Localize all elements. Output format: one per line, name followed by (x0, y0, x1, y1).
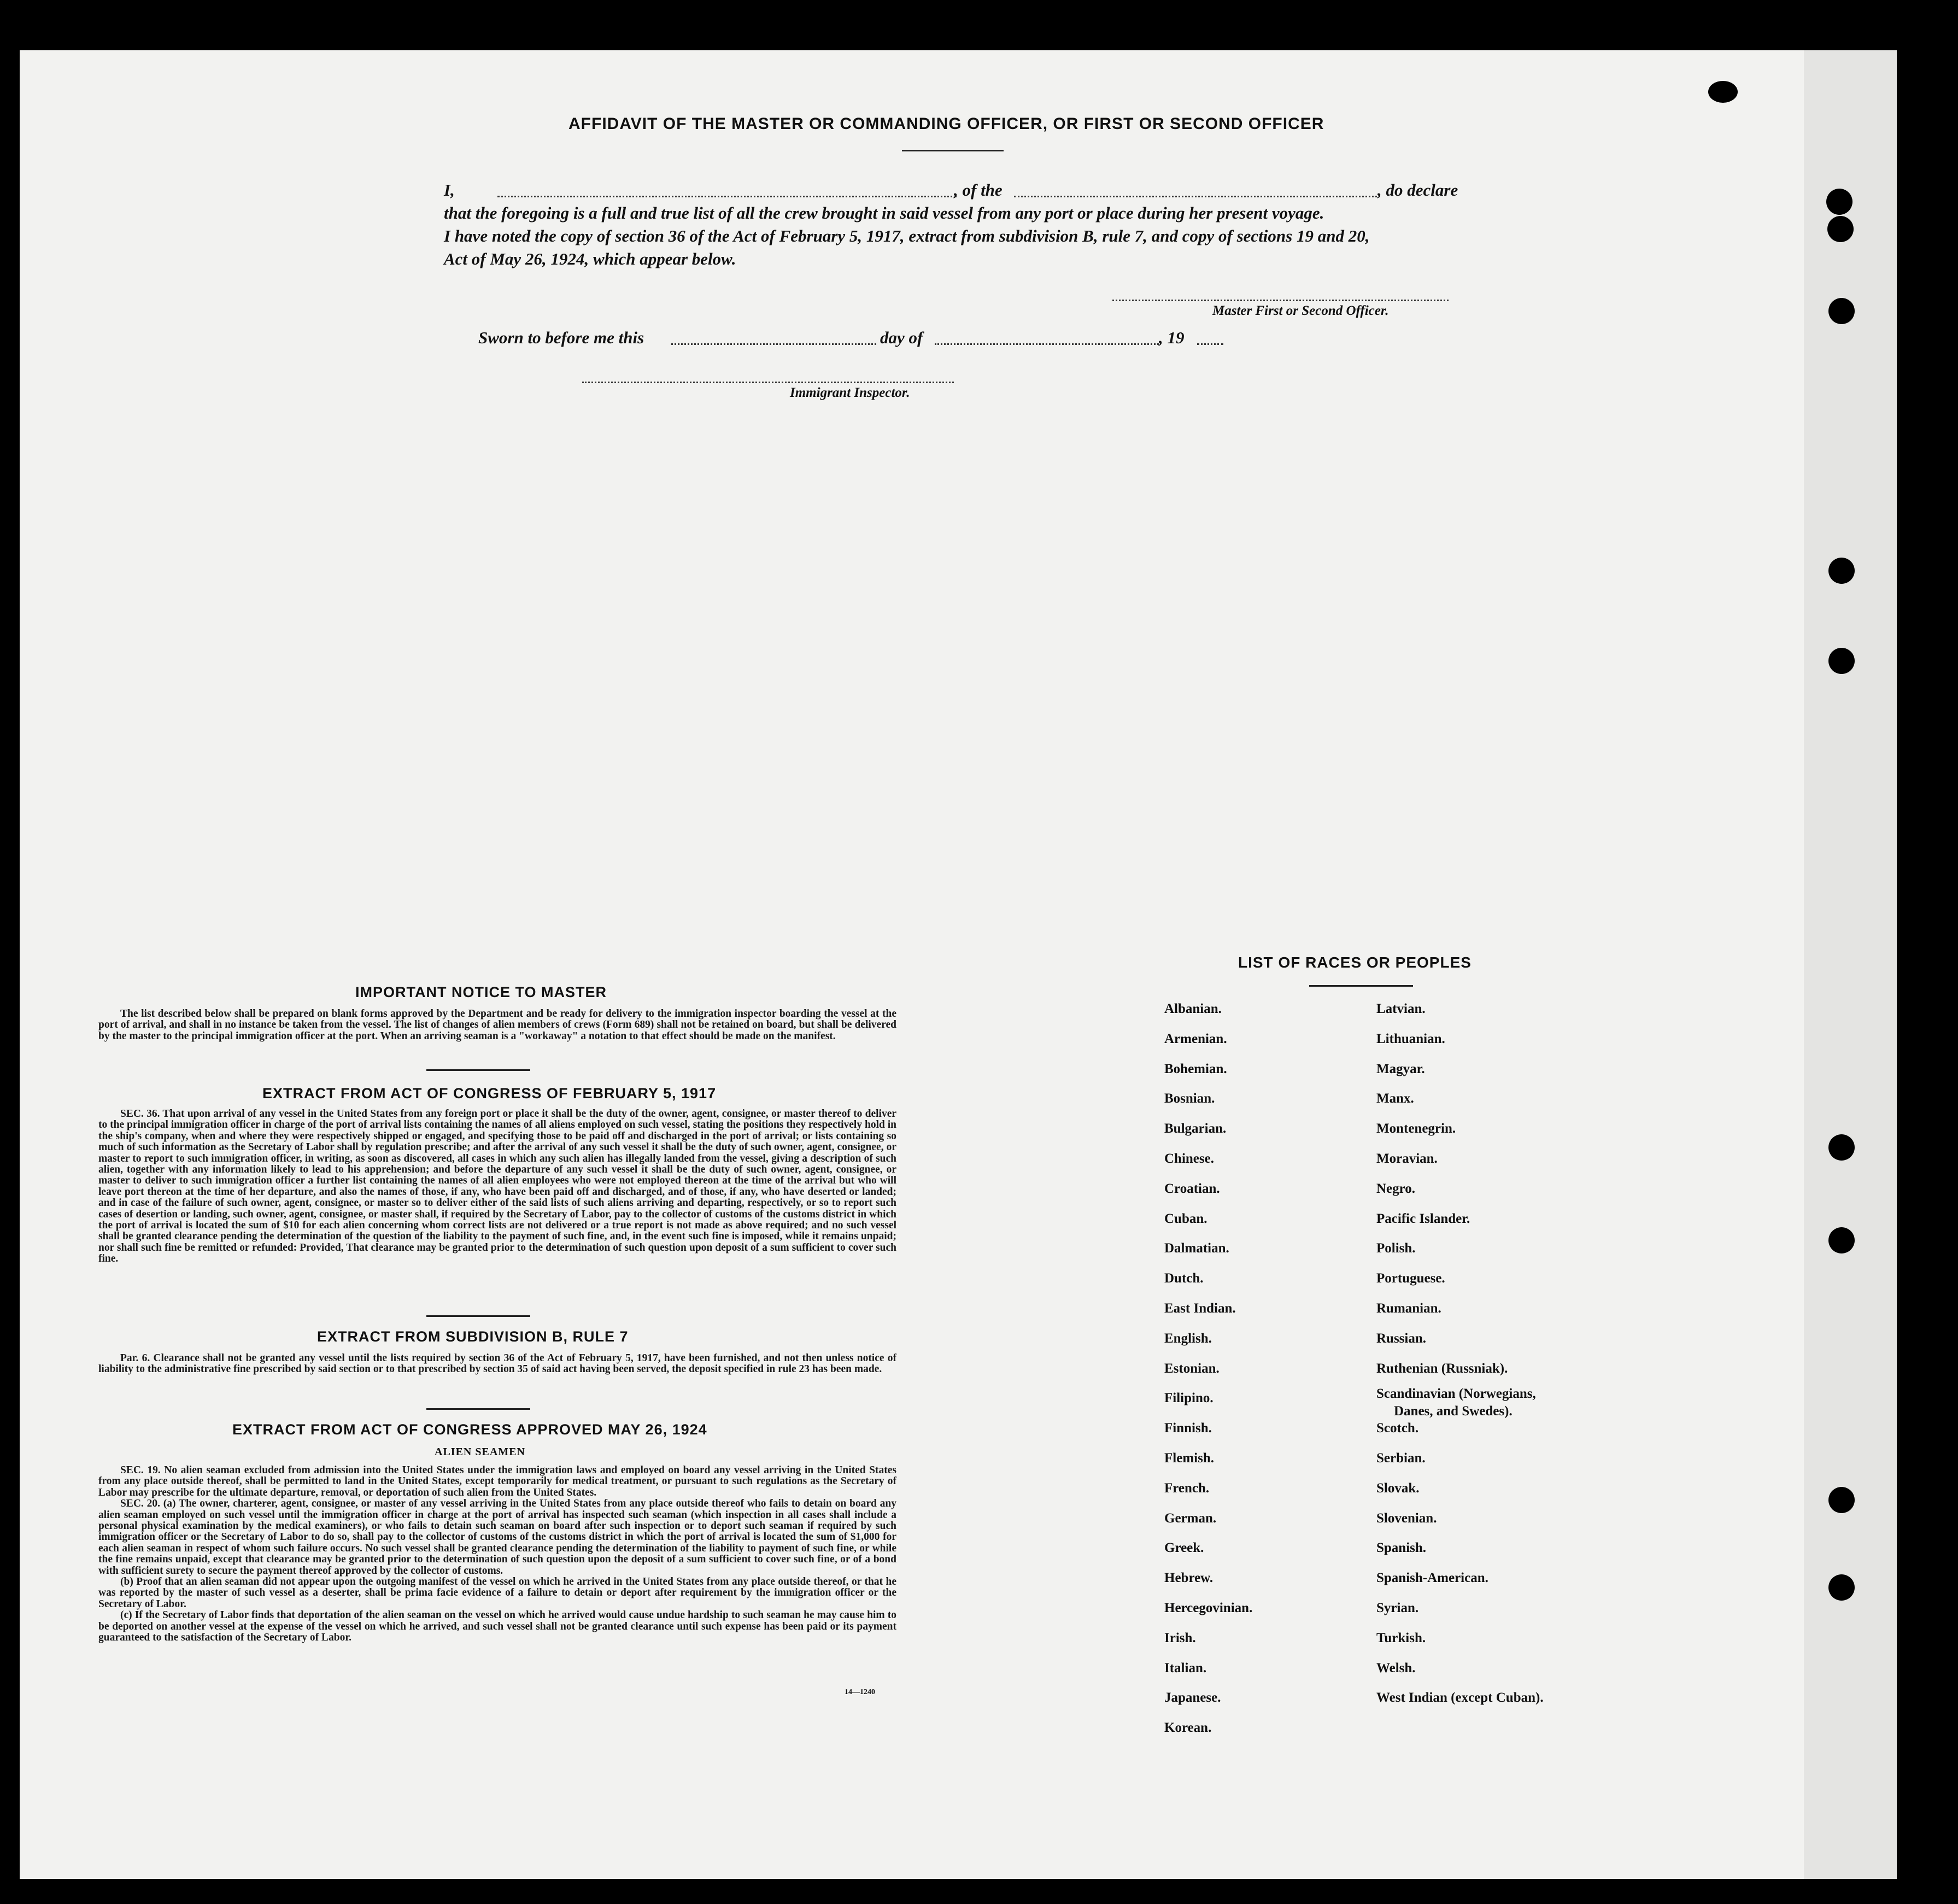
extract-1924-title: EXTRACT FROM ACT OF CONGRESS APPROVED MAY 26, 1924 (232, 1421, 707, 1438)
race-item: Croatian. (1164, 1181, 1220, 1196)
race-item: East Indian. (1164, 1301, 1236, 1316)
race-item: Cuban. (1164, 1211, 1207, 1226)
race-item: Bulgarian. (1164, 1121, 1227, 1136)
vessel-blank (1014, 196, 1380, 197)
race-item: Finnish. (1164, 1421, 1212, 1436)
punch-hole (1828, 648, 1855, 674)
race-item: Danes, and Swedes). (1394, 1404, 1513, 1419)
race-item: Greek. (1164, 1540, 1204, 1556)
affidavit-declare-label: , do declare (1377, 180, 1458, 200)
divider (1309, 985, 1413, 987)
race-item: Lithuanian. (1376, 1031, 1445, 1046)
race-item: Latvian. (1376, 1001, 1426, 1016)
race-item: Spanish-American. (1376, 1571, 1488, 1586)
inspector-label: Immigrant Inspector. (790, 385, 910, 400)
inspector-signature-blank (582, 382, 954, 383)
sworn-label: Sworn to before me this (478, 328, 644, 347)
race-item: Hebrew. (1164, 1571, 1214, 1586)
notice-paragraph: The list described below shall be prepared on blank forms approved by the Department and be ready for delivery to the immigration inspector boarding the vessel at the port of arrival, and shall in no instance be taken from the vessel. The list of changes of alien members of crews (Form 689) shall not be retained on board, but shall be delivered by the master to the principal immigration officer at the port. When an arriving seaman is a "workaway" a notation to that effect should be made on the manifest. (98, 1008, 896, 1042)
race-item: Slovenian. (1376, 1510, 1437, 1526)
extract-1917-title: EXTRACT FROM ACT OF CONGRESS OF FEBRUARY 5, 1917 (262, 1085, 717, 1102)
sec20b-paragraph: (b) Proof that an alien seaman did not appear upon the outgoing manifest of the vessel on which he arrived in the United States from any place outside thereof, or that he was reported by the master of such vessel as a deserter, shall be prima facie evidence of a failure to detain or deport after requirement by the immigration officer or the Secretary of Labor. (98, 1576, 896, 1610)
affidavit-of-the-label: , of the (954, 180, 1003, 200)
race-item: Magyar. (1376, 1061, 1425, 1076)
name-blank (497, 196, 957, 197)
race-item: Syrian. (1376, 1601, 1419, 1615)
punch-hole (1828, 558, 1855, 584)
race-item: Estonian. (1164, 1361, 1220, 1376)
affidavit-line4: Act of May 26, 1924, which appear below. (444, 249, 736, 268)
race-item: Scandinavian (Norwegians, (1376, 1386, 1536, 1402)
race-item: Manx. (1376, 1091, 1414, 1106)
master-signature-label: Master First or Second Officer. (1212, 303, 1389, 318)
race-item: English. (1164, 1331, 1212, 1346)
notice-title: IMPORTANT NOTICE TO MASTER (355, 984, 607, 1000)
extract-1917-text (98, 1109, 896, 1265)
extract-1924-text (98, 1465, 896, 1644)
race-item: French. (1164, 1480, 1210, 1496)
race-item: Bohemian. (1164, 1061, 1227, 1076)
race-item: Flemish. (1164, 1451, 1214, 1466)
year-blank (1197, 343, 1223, 345)
punch-hole (1828, 1574, 1855, 1601)
race-item: Polish. (1376, 1241, 1416, 1256)
affidavit-title: AFFIDAVIT OF THE MASTER OR COMMANDING OFFICER, OR FIRST OR SECOND OFFICER (568, 115, 1324, 133)
punch-hole (1826, 189, 1853, 215)
race-item: Montenegrin. (1376, 1121, 1456, 1136)
race-item: Chinese. (1164, 1151, 1214, 1166)
sworn-month-blank (935, 343, 1159, 345)
par6-paragraph: Par. 6. Clearance shall not be granted any vessel until the lists required by section 36 of the Act of February 5, 1917, have been furnished, and not then unless notice of liability to the administrative fine prescribed by said section or to that prescribed by section 35 of said act having been served, the deposit specified in rule 23 has been made. (98, 1352, 896, 1375)
race-item: Filipino. (1164, 1391, 1214, 1406)
race-item: Serbian. (1376, 1451, 1426, 1466)
subdiv-b-title: EXTRACT FROM SUBDIVISION B, RULE 7 (317, 1328, 629, 1345)
race-item: Korean. (1164, 1720, 1212, 1736)
race-item: West Indian (except Cuban). (1376, 1690, 1544, 1706)
sworn-day-blank (671, 343, 876, 345)
race-item: Spanish. (1376, 1540, 1427, 1556)
race-item: Rumanian. (1376, 1301, 1441, 1316)
day-of-label: day of (880, 328, 923, 347)
race-item: Turkish. (1376, 1630, 1426, 1645)
punch-hole (1828, 1134, 1855, 1161)
race-item: Negro. (1376, 1181, 1416, 1196)
page-edge-strip (1804, 50, 1897, 1879)
race-item: Armenian. (1164, 1031, 1227, 1046)
year-label: , 19 (1159, 328, 1185, 347)
race-item: Italian. (1164, 1660, 1207, 1675)
race-item: Dalmatian. (1164, 1241, 1229, 1256)
affidavit-line2: that the foregoing is a full and true list of all the crew brought in said vessel from any port or place during her present voyage. (444, 203, 1324, 222)
punch-hole (1828, 1227, 1855, 1253)
punch-hole (1827, 216, 1854, 242)
race-item: Slovak. (1376, 1480, 1420, 1496)
subdiv-b-text (98, 1353, 896, 1375)
race-item: Japanese. (1164, 1690, 1221, 1706)
affidavit-i-label: I, (444, 180, 455, 200)
race-item: Hercegovinian. (1164, 1601, 1253, 1615)
race-item: Welsh. (1376, 1660, 1416, 1675)
ink-blot (1708, 81, 1738, 103)
race-item: Portuguese. (1376, 1271, 1445, 1286)
divider (426, 1315, 530, 1317)
race-item: Moravian. (1376, 1151, 1438, 1166)
punch-hole (1828, 1487, 1855, 1513)
divider (426, 1408, 530, 1410)
race-item: Russian. (1376, 1331, 1427, 1346)
affidavit-line3: I have noted the copy of section 36 of the Act of February 5, 1917, extract from subdivision B, rule 7, and copy of sections 19 and 20, (444, 226, 1370, 245)
sec36-paragraph: SEC. 36. That upon arrival of any vessel in the United States from any foreign port or place it shall be the duty of the owner, agent, consignee, or master thereof to deliver to the principal immigration officer in charge of the port of arrival lists containing the names of all aliens employed on such vessel, stating the positions they respectively hold in the ship's company, when and where they were respectively shipped or engaged, and specifying those to be paid off and discharged in the port of arrival; or lists containing so much of such information as the Secretary of Labor shall by regulation prescribe; and after the arrival of any such vessel it shall be the duty of such owner, agent, consignee, or master to report to such immigration officer, in writing, as soon as discovered, all cases in which any such alien has illegally landed from the vessel, giving a description of such alien, together with any information likely to lead to his apprehension; and before the departure of any such vessel it shall be the duty of such owner, agent, consignee, or master to deliver to such immigration officer a further list containing the names of all alien employees who were not employed thereon at the time of the arrival but who will leave port thereon at the time of her departure, and also the names of those, if any, who have been paid off and discharged, and of those, if any, who have deserted or landed; and in case of the failure of such owner, agent, consignee, or master so to deliver either of the said lists of such aliens arriving and departing, respectively, or so to report such cases of desertion or landing, such owner, agent, consignee, or master shall, if required by the Secretary of Labor, pay to the collector of customs of the customs district in which the port of arrival is located the sum of $10 for each alien concerning whom correct lists are not delivered or a true report is not made as above required; and no such vessel shall be granted clearance pending the determination of the question of the liability to the payment of such fine, and, in the event such fine is imposed, while it remains unpaid; nor shall such fine be remitted or refunded: Provided, That clearance may be granted prior to the determination of such question upon deposit of a sum sufficient to cover such fine. (98, 1108, 896, 1265)
race-item: Irish. (1164, 1630, 1196, 1645)
punch-hole (1828, 298, 1855, 324)
master-signature-blank (1112, 300, 1449, 301)
sec20c-paragraph: (c) If the Secretary of Labor finds that deportation of the alien seaman on the vessel on which he arrived would cause undue hardship to such seaman he may cause him to be deported on another vessel at the expense of the vessel on which he arrived, and such vessel shall not be granted clearance until such expense has been paid or its payment guaranteed to the satisfaction of the Secretary of Labor. (98, 1609, 896, 1644)
divider (902, 150, 1004, 151)
form-number: 14—1240 (845, 1688, 875, 1696)
race-item: Dutch. (1164, 1271, 1204, 1286)
races-title: LIST OF RACES OR PEOPLES (1238, 954, 1472, 971)
race-item: Scotch. (1376, 1421, 1419, 1436)
sec20a-paragraph: SEC. 20. (a) The owner, charterer, agent, consignee, or master of any vessel arriving in the United States from any place outside thereof who fails to detain on board any alien seaman employed on such vessel until the immigration officer in charge at the port of arrival has inspected such seaman (which inspection in all cases shall include a personal physical examination by the medical examiners), or who fails to detain such seaman on board after such inspection or to deport such seaman if required by such immigration officer or the Secretary of Labor to do so, shall pay to the collector of customs of the customs district in which the port of arrival is located the sum of $1,000 for each alien seaman in respect of whom such failure occurs. No such vessel shall be granted clearance pending the determination of the liability to payment of such fine, or while the fine remains unpaid, except that clearance may be granted prior to the determination of such question upon the deposit of a sum sufficient to cover such fine, or of a bond with sufficient surety to secure the payment thereof approved by the collector of customs. (98, 1498, 896, 1577)
notice-text (98, 1009, 896, 1042)
race-item: Albanian. (1164, 1001, 1222, 1016)
race-item: Pacific Islander. (1376, 1211, 1470, 1226)
alien-seamen-subtitle: ALIEN SEAMEN (435, 1446, 525, 1458)
race-item: German. (1164, 1510, 1217, 1526)
race-item: Bosnian. (1164, 1091, 1215, 1106)
sec19-paragraph: SEC. 19. No alien seaman excluded from admission into the United States under the immigration laws and employed on board any vessel arriving in the United States from any place outside thereof, shall be permitted to land in the United States, except temporarily for medical treatment, or pursuant to such regulations as the Secretary of Labor may prescribe for the ultimate departure, removal, or deportation of such alien from the United States. (98, 1464, 896, 1498)
race-item: Ruthenian (Russniak). (1376, 1361, 1508, 1376)
divider (426, 1069, 530, 1071)
